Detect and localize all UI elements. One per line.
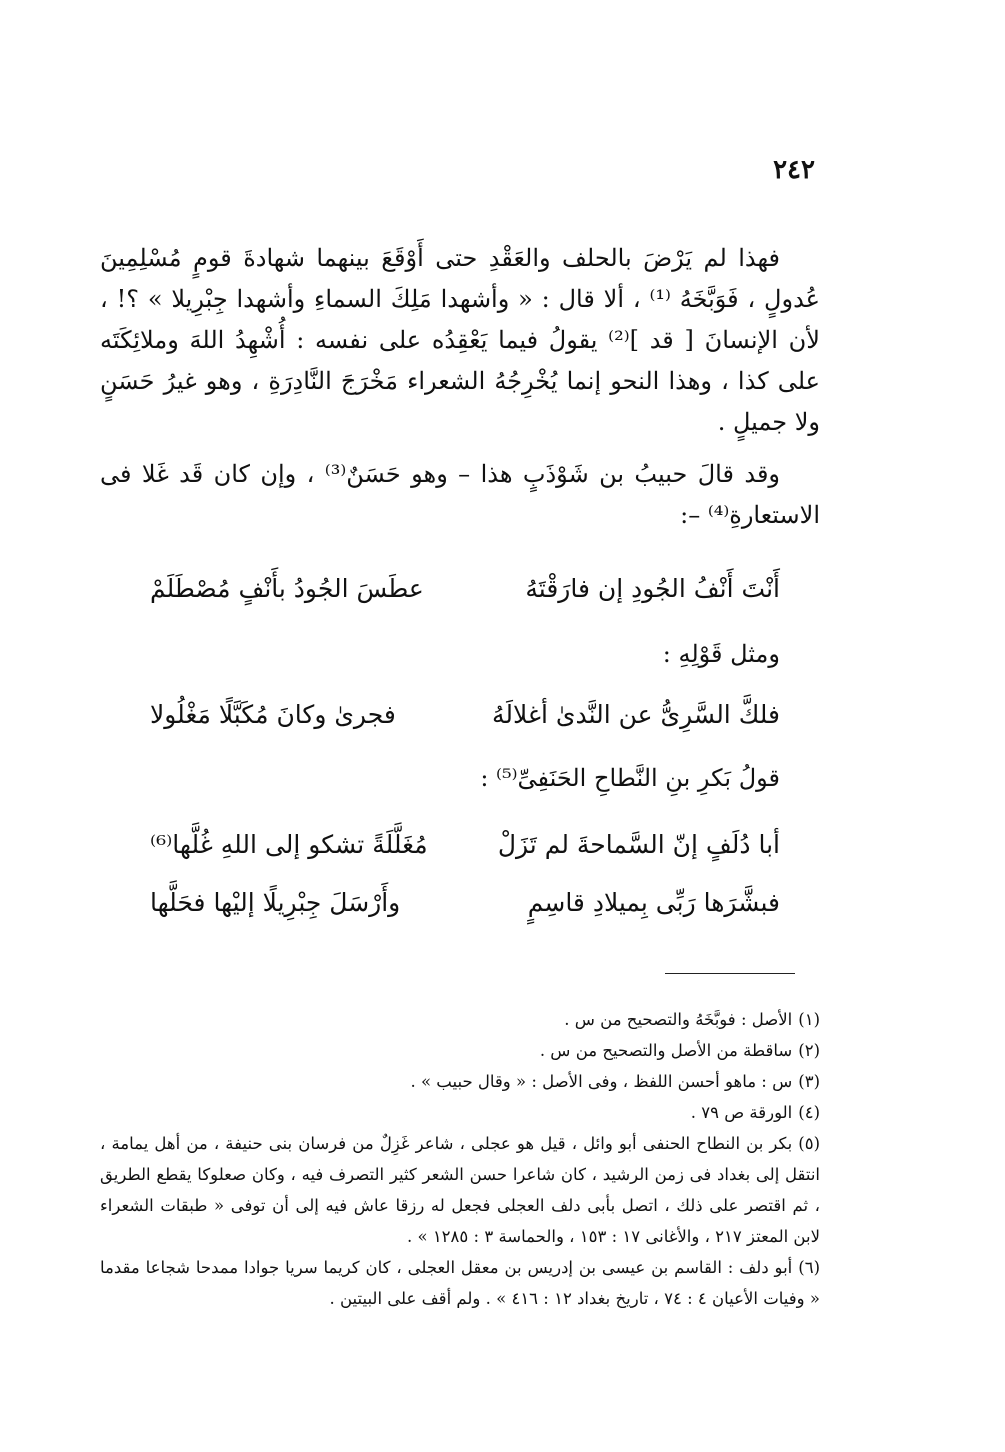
- verse-line: [150, 880, 780, 924]
- verse-line: [150, 692, 780, 736]
- footnote-separator: [665, 973, 795, 974]
- footnote-text: الأصل : فوبَّخَهُ والتصحيح من س .: [564, 1010, 793, 1029]
- footnote-number: (٢): [798, 1041, 820, 1060]
- paragraph-2: [100, 454, 820, 536]
- footnote-text: أبو دلف : القاسم بن عيسى بن إدريس بن معقل العجلى ، كان كريما سريا جوادا ممدحا شجاعا مقدما « وفيات الأعيان ٤ : ٧٤ ، تاريخ بغداد ١٢ : ٤١٦ » . ولم أقف على البيتين .: [100, 1258, 820, 1308]
- verse-hemistich-right: فلكَّ السَّرِىُّ عن النَّدىٰ أغلالَهُ: [491, 699, 780, 729]
- verse-hemistich-left: مُغَلَّلَةً تشكو إلى اللهِ غُلَّها⁽⁶⁾: [150, 829, 428, 859]
- verse-intro: قولُ بَكرِ بنِ النَّطاحِ الحَنَفِىِّ⁽⁵⁾ :: [480, 764, 780, 792]
- footnote-text: بكر بن النطاح الحنفى أبو وائل ، قيل هو عجلى ، شاعر غَزِلٌ من فرسان بنى حنيفة ، من أهل يمامة ، انتقل إلى بغداد فى زمن الرشيد ، كان شاعرا حسن الشعر كثير التصرف فيه ، وكان صعلوكا يقطع الطريق ، ثم اقتصر على ذلك ، اتصل بأبى دلف العجلى فجعل له رزقا عاش فيه إلى أن توفى « طبقات الشعراء لابن المعتز ٢١٧ ، والأغانى ١٧ : ١٥٣ ، والحماسة ٣ : ١٢٨٥ » .: [100, 1134, 820, 1246]
- verse-hemistich-left: وأَرْسَلَ جِبْرِيلًا إليْها فحَلَّها: [150, 887, 401, 917]
- footnote: [100, 1128, 820, 1252]
- footnotes: [100, 1004, 820, 1314]
- paragraph-1: [100, 238, 820, 443]
- paragraph-2-text: وقد قالَ حبيبُ بن شَوْذَبٍ هذا – وهو حَسَنٌ⁽³⁾ ، وإن كان قَد غَلا فى الاستعارةِ⁽⁴⁾ –:: [100, 460, 820, 529]
- verse-hemistich-left: فجرىٰ وكانَ مُكَبَّلًا مَغْلُولا: [150, 699, 396, 729]
- footnote-number: (٥): [798, 1134, 820, 1153]
- footnote: [100, 1066, 820, 1097]
- footnote: [100, 1252, 820, 1314]
- footnote: [100, 1004, 820, 1035]
- page-number: ٢٤٢: [773, 155, 815, 185]
- footnote-number: (٣): [798, 1072, 820, 1091]
- footnote-text: الورقة ص ٧٩ .: [690, 1103, 793, 1122]
- verse-intro: ومثل قَوْلِهِ :: [662, 640, 780, 668]
- footnote: [100, 1097, 820, 1128]
- footnote-number: (١): [798, 1010, 820, 1029]
- verse-line: [150, 566, 780, 610]
- footnote-text: س : ماهو أحسن اللفظ ، وفى الأصل : « وقال حبيب » .: [410, 1072, 793, 1091]
- verse-hemistich-right: فبشَّرَها رَبِّى بِميلادِ قاسِمٍ: [527, 887, 780, 917]
- paragraph-1-text: فهذا لم يَرْضَ بالحلف والعَقْدِ حتى أَوْقَعَ بينهما شهادةَ قومٍ مُسْلِمِينَ عُدولٍ ، فَوَبَّخَهُ ⁽¹⁾ ، ألا قال : « وأشهدا مَلِكَ السماءِ وأشهدا جِبْرِيلا » ؟! ، لأن الإنسانَ [ قد ]⁽²⁾ يقولُ فيما يَعْقِدُه على نفسه : أُشْهِدُ اللهَ وملائِكَتَه على كذا ، وهذا النحو إنما يُخْرِجُهُ الشعراء مَخْرَجَ النَّادِرَةِ ، وهو غيرُ حَسَنٍ ولا جميلٍ .: [100, 244, 821, 436]
- verse-hemistich-left: عطَسَ الجُودُ بأَنْفٍ مُصْطَلَمْ: [150, 573, 424, 603]
- footnote: [100, 1035, 820, 1066]
- verse-hemistich-right: أَنْتَ أَنْفُ الجُودِ إن فارَقْتَهُ: [525, 573, 780, 603]
- verse-hemistich-right: أبا دُلَفٍ إنّ السَّماحةَ لم تَزَلْ: [497, 829, 780, 859]
- footnote-number: (٦): [798, 1258, 820, 1277]
- footnote-number: (٤): [798, 1103, 820, 1122]
- verse-line: [150, 822, 780, 866]
- footnote-text: ساقطة من الأصل والتصحيح من س .: [539, 1041, 793, 1060]
